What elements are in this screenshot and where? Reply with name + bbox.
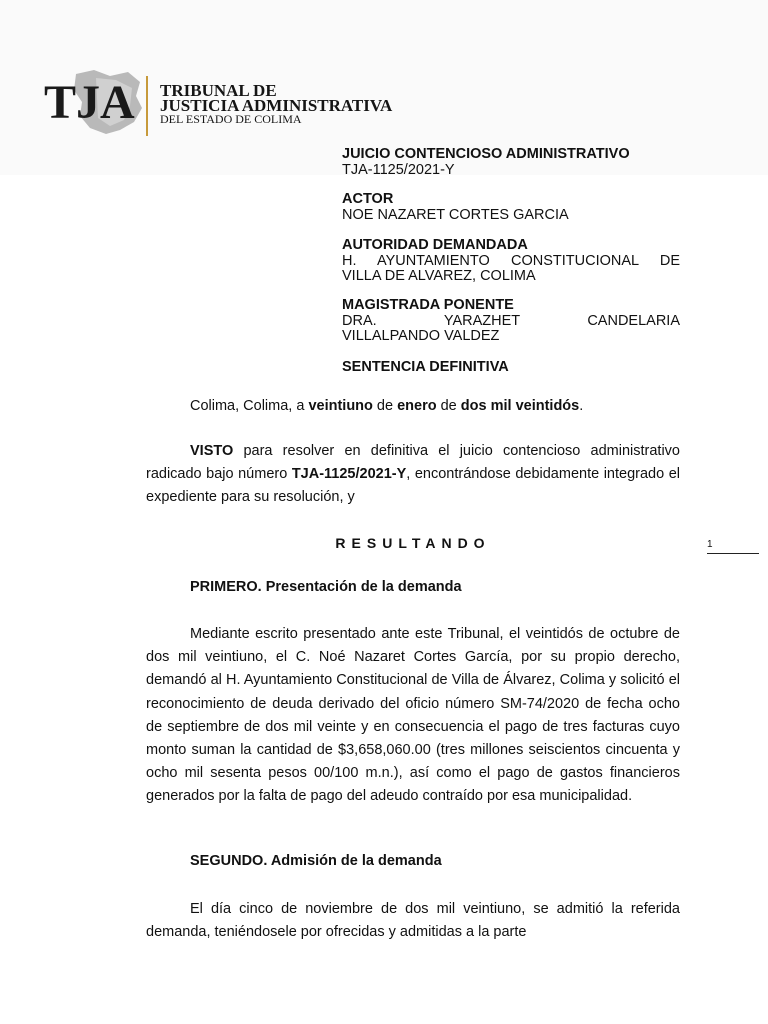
logo-divider xyxy=(146,76,148,136)
segundo-heading: SEGUNDO. Admisión de la demanda xyxy=(190,853,442,869)
case-type-block xyxy=(342,147,680,178)
magistrate-line2: VILLALPANDO VALDEZ xyxy=(342,328,500,344)
magistrate-line1: DRA. YARAZHET CANDELARIA xyxy=(342,312,680,329)
institution-subtitle: DEL ESTADO DE COLIMA xyxy=(160,112,302,126)
magistrate-label: MAGISTRADA PONENTE xyxy=(342,297,514,313)
primero-paragraph: Mediante escrito presentado ante este Tribunal, el veintidós de octubre de dos mil veintiuno, el C. Noé Nazaret Cortes García, por su propio derecho, demandó al H. Ayuntamiento Constitucional de Villa de Álvarez, Colima y solicitó el reconocimiento de deuda derivado del oficio número SM-74/2020 de fecha ocho de septiembre de dos mil veinte y en consecuencia el pago de tres facturas cuyo monto suman la cantidad de $3,658,060.00 (tres millones seiscientos cincuenta y ocho mil sesenta pesos 00/100 m.n.), así como el pago de gastos financieros generados por la falta de pago del adeudo contraído por esa municipalidad. xyxy=(146,626,680,805)
segundo-paragraph: El día cinco de noviembre de dos mil veintiuno, se admitió la referida demanda, teniéndosele por ofrecidas y admitidas a la parte xyxy=(146,901,680,941)
institution-title-line1: TRIBUNAL DE xyxy=(160,81,277,100)
case-type-label: JUICIO CONTENCIOSO ADMINISTRATIVO xyxy=(342,146,630,162)
page-number-rule xyxy=(707,553,759,554)
actor-label: ACTOR xyxy=(342,191,394,207)
primero-heading: PRIMERO. Presentación de la demanda xyxy=(190,579,462,595)
logo-letters: TJA xyxy=(44,76,135,129)
tja-logo xyxy=(36,68,146,136)
page-number: 1 xyxy=(707,539,713,550)
institution-title-line2: JUSTICIA ADMINISTRATIVA xyxy=(160,96,393,115)
date-line: Colima, Colima, a veintiuno de enero de dos mil veintidós. xyxy=(190,398,584,414)
actor-block xyxy=(342,192,680,223)
sentence-block xyxy=(342,360,680,376)
visto-paragraph: VISTO para resolver en definitiva el juicio contencioso administrativo radicado bajo número TJA-1125/2021-Y, encontrándose debidamente integrado el expediente para su resolución, y xyxy=(146,443,680,506)
authority-line1: H. AYUNTAMIENTO CONSTITUCIONAL DE xyxy=(342,252,680,269)
authority-block xyxy=(342,238,680,285)
case-number: TJA-1125/2021-Y xyxy=(342,161,455,178)
sentence-label: SENTENCIA DEFINITIVA xyxy=(342,359,509,375)
authority-label: AUTORIDAD DEMANDADA xyxy=(342,237,528,253)
resultando-heading: RESULTANDO xyxy=(335,535,491,551)
authority-line2: VILLA DE ALVAREZ, COLIMA xyxy=(342,268,536,284)
actor-name: NOE NAZARET CORTES GARCIA xyxy=(342,206,569,223)
magistrate-block xyxy=(342,298,680,345)
